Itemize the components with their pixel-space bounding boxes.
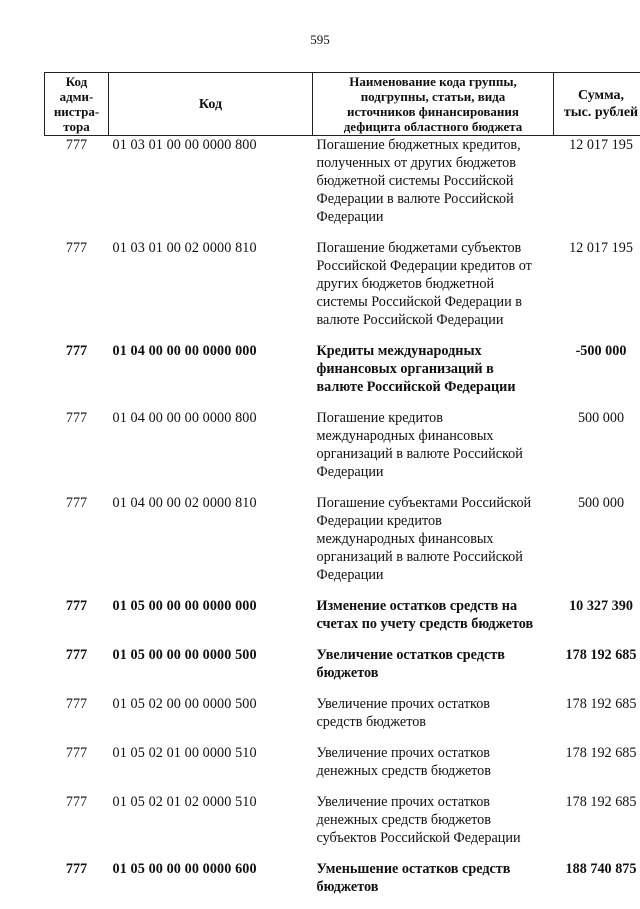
name-cell (313, 239, 554, 342)
admin-code-cell: 777 (45, 136, 109, 240)
name-line: Увеличение остатков средств (317, 646, 550, 664)
name-line: финансовых организаций в (317, 360, 550, 378)
table-row (45, 646, 640, 695)
header-name-line: Наименование кода группы, (315, 74, 551, 89)
name-line: Уменьшение остатков средств (317, 860, 550, 878)
budget-code-cell: 01 03 01 00 00 0000 800 (109, 136, 313, 240)
admin-code-cell: 777 (45, 793, 109, 860)
budget-code-cell: 01 05 02 01 02 0000 510 (109, 793, 313, 860)
budget-code-cell: 01 04 00 00 02 0000 810 (109, 494, 313, 597)
sum-cell: 12 017 195 (554, 239, 640, 342)
admin-code-cell: 777 (45, 860, 109, 909)
name-line: Изменение остатков средств на (317, 597, 550, 615)
name-cell (313, 409, 554, 494)
admin-code-cell: 777 (45, 494, 109, 597)
name-line: валюте Российской Федерации (317, 378, 550, 396)
budget-sources-table (44, 72, 640, 909)
budget-table-container (44, 72, 607, 909)
name-cell (313, 342, 554, 409)
table-row (45, 136, 640, 240)
sum-cell: 178 192 685 (554, 695, 640, 744)
name-line: Федерации (317, 208, 550, 226)
budget-code-cell: 01 04 00 00 00 0000 000 (109, 342, 313, 409)
admin-code-cell: 777 (45, 744, 109, 793)
table-row (45, 239, 640, 342)
header-sum (554, 73, 640, 136)
table-header (45, 73, 640, 136)
name-line: других бюджетов бюджетной (317, 275, 550, 293)
name-line: Погашение субъектами Российской (317, 494, 550, 512)
budget-code-cell: 01 05 02 01 00 0000 510 (109, 744, 313, 793)
header-admin-line: Код (47, 74, 106, 89)
name-line: Российской Федерации кредитов от (317, 257, 550, 275)
sum-cell: 500 000 (554, 494, 640, 597)
admin-code-cell: 777 (45, 409, 109, 494)
budget-code-cell: 01 05 02 00 00 0000 500 (109, 695, 313, 744)
name-line: организаций в валюте Российской (317, 548, 550, 566)
name-line: субъектов Российской Федерации (317, 829, 550, 847)
sum-cell: 178 192 685 (554, 793, 640, 860)
table-row (45, 793, 640, 860)
admin-code-cell: 777 (45, 695, 109, 744)
sum-cell: 12 017 195 (554, 136, 640, 240)
header-code: Код (109, 73, 313, 136)
header-name-line: подгрупны, статьи, вида (315, 89, 551, 104)
name-line: Увеличение прочих остатков (317, 695, 550, 713)
name-cell (313, 744, 554, 793)
name-cell (313, 136, 554, 240)
name-line: бюджетов (317, 664, 550, 682)
budget-code-cell: 01 03 01 00 02 0000 810 (109, 239, 313, 342)
header-name-line: дефицита областного бюджета (315, 119, 551, 134)
page-number: 595 (0, 32, 640, 48)
name-line: денежных средств бюджетов (317, 811, 550, 829)
name-line: Погашение кредитов (317, 409, 550, 427)
table-row (45, 597, 640, 646)
name-line: международных финансовых (317, 427, 550, 445)
table-row (45, 695, 640, 744)
header-name-line: источников финансирования (315, 104, 551, 119)
table-body (45, 136, 640, 909)
budget-code-cell: 01 05 00 00 00 0000 500 (109, 646, 313, 695)
budget-code-cell: 01 04 00 00 00 0000 800 (109, 409, 313, 494)
name-line: организаций в валюте Российской (317, 445, 550, 463)
sum-cell: 500 000 (554, 409, 640, 494)
name-line: Федерации кредитов (317, 512, 550, 530)
name-line: Увеличение прочих остатков (317, 744, 550, 762)
name-line: бюджетов (317, 878, 550, 896)
table-row (45, 342, 640, 409)
name-cell (313, 793, 554, 860)
name-line: денежных средств бюджетов (317, 762, 550, 780)
name-line: полученных от других бюджетов (317, 154, 550, 172)
name-cell (313, 695, 554, 744)
name-line: Кредиты международных (317, 342, 550, 360)
sum-cell: 10 327 390 (554, 597, 640, 646)
name-line: валюте Российской Федерации (317, 311, 550, 329)
name-line: Погашение бюджетных кредитов, (317, 136, 550, 154)
name-cell (313, 860, 554, 909)
name-line: Погашение бюджетами субъектов (317, 239, 550, 257)
table-row (45, 744, 640, 793)
name-cell (313, 597, 554, 646)
sum-cell: -500 000 (554, 342, 640, 409)
name-line: Федерации в валюте Российской (317, 190, 550, 208)
header-row (45, 73, 640, 136)
header-admin-line: нистра- (47, 104, 106, 119)
header-admin-line: адми- (47, 89, 106, 104)
header-name (313, 73, 554, 136)
budget-code-cell: 01 05 00 00 00 0000 600 (109, 860, 313, 909)
header-admin-line: тора (47, 119, 106, 134)
name-line: Увеличение прочих остатков (317, 793, 550, 811)
table-row (45, 860, 640, 909)
sum-cell: 178 192 685 (554, 646, 640, 695)
table-row (45, 409, 640, 494)
name-line: бюджетной системы Российской (317, 172, 550, 190)
name-line: международных финансовых (317, 530, 550, 548)
admin-code-cell: 777 (45, 646, 109, 695)
name-cell (313, 494, 554, 597)
name-cell (313, 646, 554, 695)
table-row (45, 494, 640, 597)
header-admin-code (45, 73, 109, 136)
admin-code-cell: 777 (45, 239, 109, 342)
header-sum-line: Сумма, (556, 87, 640, 104)
admin-code-cell: 777 (45, 342, 109, 409)
name-line: счетах по учету средств бюджетов (317, 615, 550, 633)
budget-code-cell: 01 05 00 00 00 0000 000 (109, 597, 313, 646)
name-line: средств бюджетов (317, 713, 550, 731)
name-line: Федерации (317, 566, 550, 584)
sum-cell: 178 192 685 (554, 744, 640, 793)
header-sum-line: тыс. рублей (556, 104, 640, 121)
name-line: системы Российской Федерации в (317, 293, 550, 311)
sum-cell: 188 740 875 (554, 860, 640, 909)
name-line: Федерации (317, 463, 550, 481)
admin-code-cell: 777 (45, 597, 109, 646)
